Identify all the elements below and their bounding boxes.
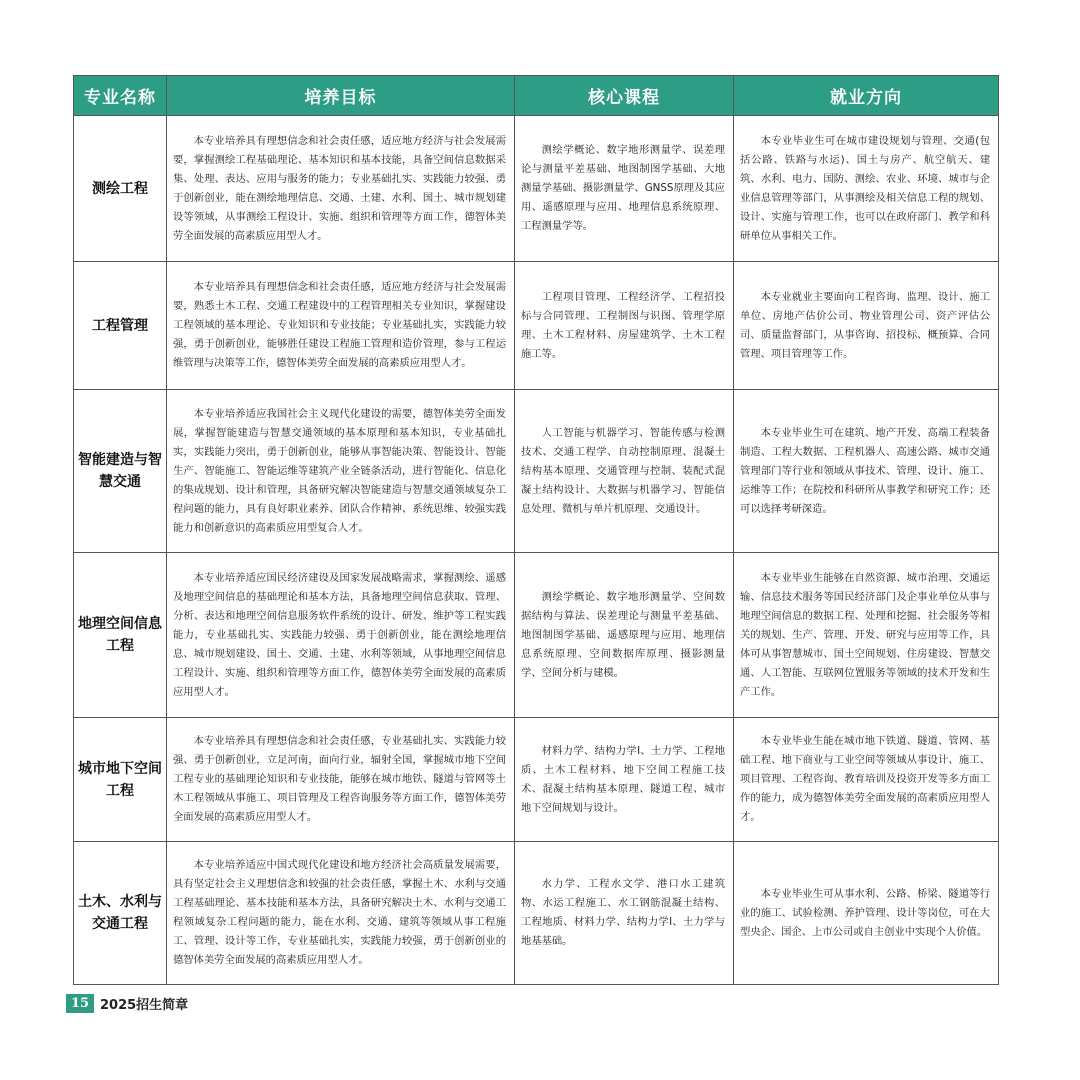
table-row <box>74 116 999 262</box>
header-core-courses: 核心课程 <box>515 76 734 116</box>
table-row <box>74 553 999 718</box>
major-name: 土木、水利与交通工程 <box>74 842 167 985</box>
core-courses: 人工智能与机器学习、智能传感与检测技术、交通工程学、自动控制原理、混凝土结构基本原理、交通管理与控制、装配式混凝土结构设计、大数据与机器学习、智能信息处理、微机与单片机原理、交通设计。 <box>515 390 734 553</box>
major-name: 工程管理 <box>74 262 167 390</box>
header-major-name: 专业名称 <box>74 76 167 116</box>
career-direction: 本专业毕业生可在城市建设规划与管理、交通(包括公路、铁路与水运)、国土与房产、航空航天、建筑、水利、电力、国防、测绘、农业、环境、城市与企业信息管理等部门，从事测绘及相关信息工程的规划、设计、实施与管理工作，也可以在政府部门、教学和科研单位从事相关工作。 <box>734 116 999 262</box>
career-direction: 本专业就业主要面向工程咨询、监理、设计、施工单位、房地产估价公司、物业管理公司、资产评估公司、质量监督部门，从事咨询、招投标、概预算、合同管理、项目管理等工作。 <box>734 262 999 390</box>
table-row <box>74 842 999 985</box>
core-courses: 材料力学、结构力学I、土力学、工程地质、土木工程材料、地下空间工程施工技术、混凝土结构基本原理、隧道工程、城市地下空间规划与设计。 <box>515 718 734 842</box>
header-training-goal: 培养目标 <box>167 76 515 116</box>
training-goal: 本专业培养具有理想信念和社会责任感，适应地方经济与社会发展需要，熟悉土木工程、交通工程建设中的工程管理相关专业知识，掌握建设工程领域的基本理论、专业知识和专业技能；专业基础扎实，实践能力较强，勇于创新创业，能够胜任建设工程施工管理和造价管理，参与工程运维管理与决策等工作，德智体美劳全面发展的高素质应用型人才。 <box>167 262 515 390</box>
core-courses: 水力学、工程水文学、港口水工建筑物、水运工程施工、水工钢筋混凝土结构、工程地质、材料力学、结构力学Ⅰ、土力学与地基基础。 <box>515 842 734 985</box>
training-goal: 本专业培养适应我国社会主义现代化建设的需要，德智体美劳全面发展，掌握智能建造与智慧交通领域的基本原理和基本知识，专业基础扎实，实践能力突出，勇于创新创业，能够从事智能决策、智能设计、智能生产、智能施工、智能运维等建筑产业全链条活动，进行智能化、信息化的集成规划、设计和管理，具备研究解决智能建造与智慧交通领域复杂工程问题的能力，具有良好职业素养、团队合作精神、系统思维、较强实践能力和创新意识的高素质应用型复合人才。 <box>167 390 515 553</box>
page-number-badge: 15 <box>66 994 94 1013</box>
training-goal: 本专业培养适应中国式现代化建设和地方经济社会高质量发展需要，具有坚定社会主义理想信念和较强的社会责任感，掌握土木、水利与交通工程基础理论、基本技能和基本方法，具备研究解决土木、水利与交通工程领域复杂工程问题的能力，能在水利、交通、建筑等领域从事工程施工、管理、设计等工作，专业基础扎实，实践能力较强，勇于创新创业的德智体美劳全面发展的高素质应用型人才。 <box>167 842 515 985</box>
career-direction: 本专业毕业生可在建筑、地产开发、高端工程装备制造、工程大数据、工程机器人、高速公路、城市交通管理部门等行业和领域从事技术、管理、设计、施工、运维等工作；在院校和科研所从事教学和研究工作；还可以选择考研深造。 <box>734 390 999 553</box>
major-name: 智能建造与智慧交通 <box>74 390 167 553</box>
table-row <box>74 262 999 390</box>
majors-table <box>73 75 999 985</box>
header-career-direction: 就业方向 <box>734 76 999 116</box>
table-row <box>74 390 999 553</box>
career-direction: 本专业毕业生能够在自然资源、城市治理、交通运输、信息技术服务等国民经济部门及企事业单位从事与地理空间信息的数据工程、处理和挖掘、社会服务等相关的规划、生产、管理、开发、研究与应用等工作，具体可从事智慧城市、国土空间规划、住房建设、智慧交通、人工智能、互联网位置服务等领域的技术开发和生产工作。 <box>734 553 999 718</box>
training-goal: 本专业培养具有理想信念和社会责任感，专业基础扎实、实践能力较强、勇于创新创业，立足河南，面向行业，辐射全国，掌握城市地下空间工程专业的基础理论知识和专业技能，能够在城市地铁、隧道与管网等土木工程领域从事施工、项目管理及工程咨询服务等方面工作，德智体美劳全面发展的高素质应用型人才。 <box>167 718 515 842</box>
career-direction: 本专业毕业生能在城市地下铁道、隧道、管网、基础工程、地下商业与工业空间等领域从事设计、施工、项目管理、工程咨询、教育培训及投资开发等多方面工作的能力，成为德智体美劳全面发展的高素质应用型人才。 <box>734 718 999 842</box>
major-name: 城市地下空间工程 <box>74 718 167 842</box>
training-goal: 本专业培养具有理想信念和社会责任感，适应地方经济与社会发展需要，掌握测绘工程基础理论、基本知识和基本技能，具备空间信息数据采集、处理、表达、应用与服务的能力；专业基础扎实、实践能力较强、勇于创新创业，能在测绘地理信息、交通、土建、水利、国土、城市规划建设等领域，从事测绘工程设计、实施、组织和管理等方面工作，德智体美劳全面发展的高素质应用型人才。 <box>167 116 515 262</box>
major-name: 地理空间信息工程 <box>74 553 167 718</box>
core-courses: 工程项目管理、工程经济学、工程招投标与合同管理、工程制图与识图、管理学原理、土木工程材料、房屋建筑学、土木工程施工等。 <box>515 262 734 390</box>
majors-table-container <box>73 75 998 985</box>
core-courses: 测绘学概论、数字地形测量学、误差理论与测量平差基础、地图制图学基础、大地测量学基础、摄影测量学、GNSS原理及其应用、遥感原理与应用、地理信息系统原理、工程测量学等。 <box>515 116 734 262</box>
table-header-row <box>74 76 999 116</box>
major-name: 测绘工程 <box>74 116 167 262</box>
career-direction: 本专业毕业生可从事水利、公路、桥梁、隧道等行业的施工、试验检测、养护管理、设计等岗位，可在大型央企、国企、上市公司或自主创业中实现个人价值。 <box>734 842 999 985</box>
training-goal: 本专业培养适应国民经济建设及国家发展战略需求，掌握测绘、遥感及地理空间信息的基础理论和基本方法，具备地理空间信息获取、管理、分析、表达和地理空间信息服务软件系统的设计、研发、维护等工程实践能力，专业基础扎实、实践能力较强、勇于创新创业，能在测绘地理信息、城市规划建设、国土、交通、土建、水利等领域，从事地理空间信息工程设计、实施、组织和管理等方面工作，德智体美劳全面发展的高素质应用型人才。 <box>167 553 515 718</box>
table-row <box>74 718 999 842</box>
page-footer <box>66 993 188 1013</box>
footer-title: 2025招生简章 <box>100 997 189 1013</box>
core-courses: 测绘学概论、数字地形测量学、空间数据结构与算法、误差理论与测量平差基础、地图制图学基础、遥感原理与应用、地理信息系统原理、空间数据库原理、摄影测量学、空间分析与建模。 <box>515 553 734 718</box>
